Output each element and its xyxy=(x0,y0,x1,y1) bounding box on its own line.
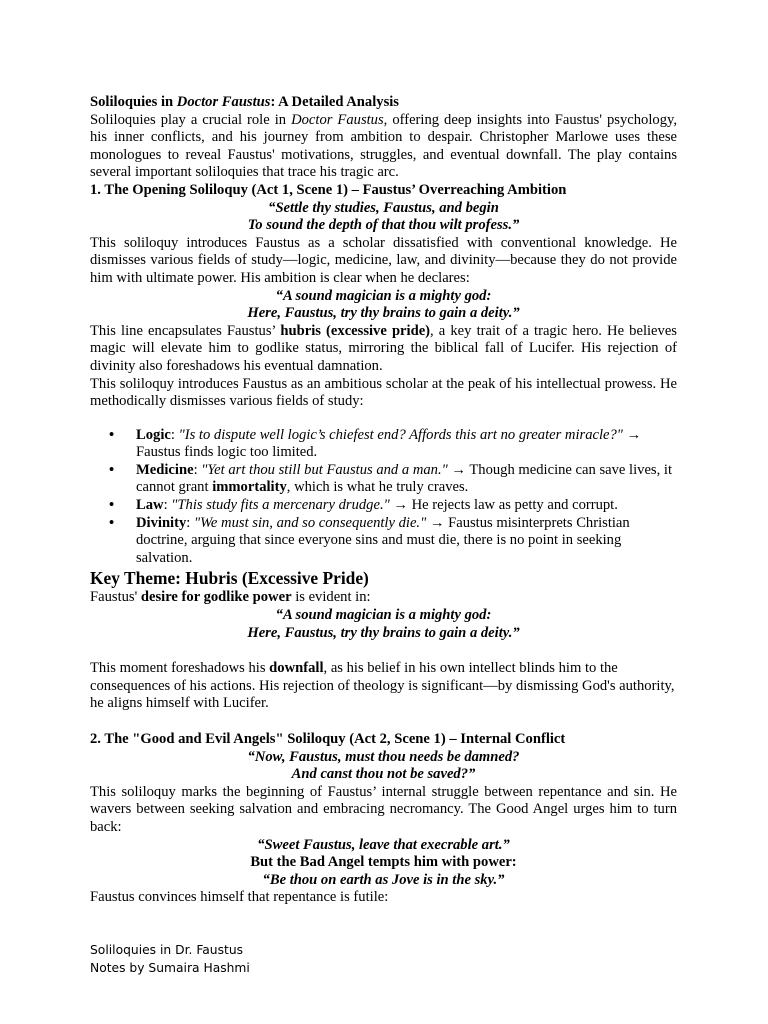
spacer xyxy=(90,642,677,660)
arrow-icon: → xyxy=(426,514,449,531)
bad-angel-line: But the Bad Angel tempts him with power: xyxy=(250,854,517,871)
quote-line: “Now, Faustus, must thou needs be damned? xyxy=(247,748,520,765)
footer-line: Notes by Sumaira Hashmi xyxy=(90,960,250,975)
key-theme-lead: Faustus' desire for godlike power is evident in: xyxy=(90,589,371,606)
section-1-paragraph-2: This line encapsulates Faustus’ hubris (excessive pride), a key trait of a tragic hero. He believes magic will elevate him to godlike status, mirroring the biblical fall of Lucifer. His rejection of divinity also foreshadows his eventual damnation. xyxy=(90,322,677,374)
document-title: Soliloquies in Doctor Faustus: A Detailed Analysis xyxy=(90,94,399,110)
quote-line: “A sound magician is a mighty god: xyxy=(275,287,492,304)
page-footer xyxy=(90,942,250,977)
footer-line: Soliloquies in Dr. Faustus xyxy=(90,943,244,957)
section-2-heading: 2. The "Good and Evil Angels" Soliloquy (Act 2, Scene 1) – Internal Conflict xyxy=(90,731,566,747)
quote-line: “Sweet Faustus, leave that execrable art.” xyxy=(257,836,510,853)
intro-paragraph: Soliloquies play a crucial role in Doctor Faustus, offering deep insights into Faustus' psychology, his inner conflicts, and his journey from ambition to despair. Christopher Marlowe uses these monologues to reveal Faustus' motivations, struggles, and eventual downfall. The play contains several important soliloquies that trace his tragic arc. xyxy=(90,111,677,181)
list-item: • Divinity: "We must sin, and so consequently die." → Faustus misinterprets Christian doctrine, arguing that since everyone sins and must die, there is no point in seeking salvation. xyxy=(136,515,677,568)
quote-line: To sound the depth of that thou wilt profess.” xyxy=(247,217,520,234)
section-2-paragraph-1: This soliloquy marks the beginning of Faustus’ internal struggle between repentance and sin. He wavers between seeking salvation and embracing necromancy. The Good Angel urges him to turn back: xyxy=(90,783,677,835)
arrow-icon: → xyxy=(389,497,412,514)
key-theme-paragraph: This moment foreshadows his downfall, as his belief in his own intellect blinds him to the consequences of his actions. His rejection of theology is significant—by dismissing God's authority, he aligns himself with Lucifer. xyxy=(90,660,675,712)
arrow-icon: → xyxy=(447,461,470,478)
spacer xyxy=(90,713,677,731)
section-1-paragraph-3: This soliloquy introduces Faustus as an ambitious scholar at the peak of his intellectual prowess. He methodically dismisses various fields of study: xyxy=(90,375,677,410)
quote-line: Here, Faustus, try thy brains to gain a deity.” xyxy=(247,305,520,322)
quote-line: “Be thou on earth as Jove is in the sky.” xyxy=(262,871,505,888)
quote-line: Here, Faustus, try thy brains to gain a deity.” xyxy=(247,624,520,641)
key-theme-heading: Key Theme: Hubris (Excessive Pride) xyxy=(90,568,369,589)
section-1-heading: 1. The Opening Soliloquy (Act 1, Scene 1) – Faustus’ Overreaching Ambition xyxy=(90,181,567,198)
document-body xyxy=(90,94,677,907)
section-1-paragraph-1: This soliloquy introduces Faustus as a scholar dissatisfied with conventional knowledge. He dismisses various fields of study—logic, medicine, law, and divinity—because they do not provide him with ultimate power. His ambition is clear when he declares: xyxy=(90,234,677,286)
section-2-paragraph-2: Faustus convinces himself that repentance is futile: xyxy=(90,889,389,906)
list-item: • Law: "This study fits a mercenary drudge." → He rejects law as petty and corrupt. xyxy=(136,497,677,515)
list-item: • Logic: "Is to dispute well logic’s chiefest end? Affords this art no greater miracle?" → Faustus finds logic too limited. xyxy=(136,427,677,462)
list-item: • Medicine: "Yet art thou still but Faustus and a man." → Though medicine can save lives, it cannot grant immortality, which is what he truly craves. xyxy=(136,462,677,497)
quote-line: And canst thou not be saved?” xyxy=(291,766,476,783)
study-fields-list xyxy=(90,427,677,568)
arrow-icon: → xyxy=(622,426,642,443)
quote-line: “A sound magician is a mighty god: xyxy=(275,607,492,624)
quote-line: “Settle thy studies, Faustus, and begin xyxy=(268,199,499,216)
